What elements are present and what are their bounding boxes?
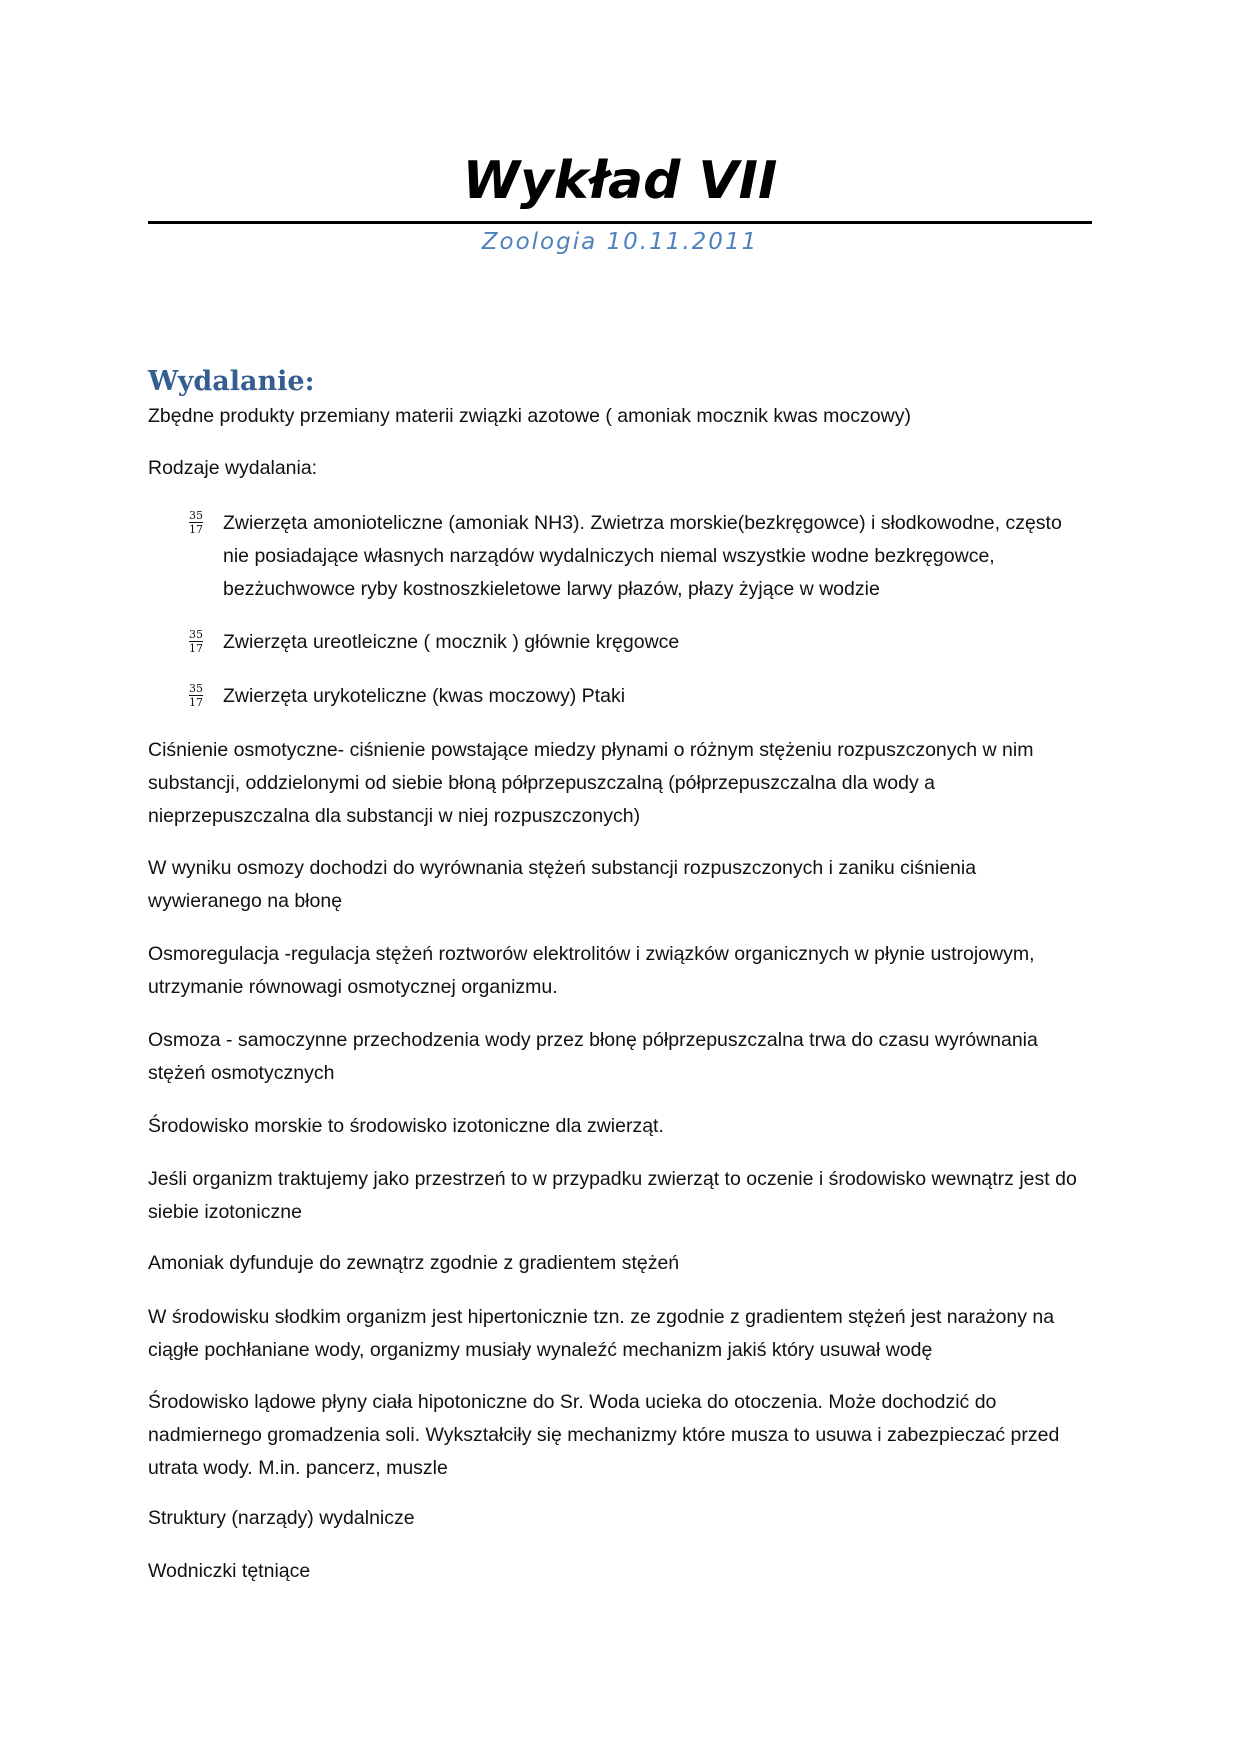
paragraph-organism-space: Jeśli organizm traktujemy jako przestrzeń to w przypadku zwierząt to oczenie i środowisko wewnątrz jest do siebie izotoniczne bbox=[148, 1168, 1077, 1223]
intro-paragraph: Zbędne produkty przemiany materii związki azotowe ( amoniak mocznik kwas moczowy) bbox=[148, 405, 911, 427]
paragraph-marine-environment: Środowisko morskie to środowisko izotoniczne dla zwierząt. bbox=[148, 1115, 664, 1137]
paragraph-osmotic-pressure: Ciśnienie osmotyczne- ciśnienie powstające miedzy płynami o różnym stężeniu rozpuszczonych w nim substancji, oddzielonymi od siebie błoną półprzepuszczalną (półprzepuszczalna dla wody a nieprzepuszczalna dla substancji w niej rozpuszczonych) bbox=[148, 739, 1034, 827]
paragraph-osmoregulation: Osmoregulacja -regulacja stężeń roztworów elektrolitów i związków organicznych w płynie ustrojowym, utrzymanie równowagi osmotycznej organizmu. bbox=[148, 943, 1035, 998]
paragraph-land-environment: Środowisko lądowe płyny ciała hipotoniczne do Sr. Woda ucieka do otoczenia. Może dochodzić do nadmiernego gromadzenia soli. Wykształciły się mechanizmy które musza to usuwa i zabezpieczać przed utrata wody. M.in. pancerz, muszle bbox=[148, 1391, 1060, 1479]
title-underline bbox=[148, 221, 1092, 224]
paragraph-ammonia: Amoniak dyfunduje do zewnątrz zgodnie z gradientem stężeń bbox=[148, 1252, 680, 1274]
list-item-text: Zwierzęta amonioteliczne (amoniak NH3). Zwietrza morskie(bezkręgowce) i słodkowodne, często nie posiadające własnych narządów wydalniczych niemal wszystkie wodne bezkręgowce, bezżuchwowce ryby kostnoszkieletowe larwy płazów, płazy żyjące w wodzie bbox=[223, 512, 1062, 600]
section-heading bbox=[148, 362, 315, 402]
list-item-text: Zwierzęta ureotleiczne ( mocznik ) głównie kręgowce bbox=[223, 631, 680, 653]
list-marker-icon: 35 17 bbox=[189, 628, 203, 655]
list-item-text: Zwierzęta urykoteliczne (kwas moczowy) Ptaki bbox=[223, 685, 626, 707]
section-heading-colon: : bbox=[304, 366, 315, 397]
paragraph-freshwater: W środowisku słodkim organizm jest hipertonicznie tzn. ze zgodnie z gradientem stężeń jest narażony na ciągłe pochłaniane wody, organizmy musiały wynaleźć mechanizm jakiś który usuwał wodę bbox=[148, 1306, 1055, 1361]
types-label: Rodzaje wydalania: bbox=[148, 457, 318, 479]
document-title: Wykład VII bbox=[462, 151, 778, 211]
paragraph-excretory-structures: Struktury (narządy) wydalnicze bbox=[148, 1507, 415, 1529]
paragraph-osmosis-result: W wyniku osmozy dochodzi do wyrównania stężeń substancji rozpuszczonych i zaniku ciśnienia wywieranego na błonę bbox=[148, 857, 977, 912]
list-marker-icon: 35 17 bbox=[189, 509, 203, 536]
list-marker-icon: 35 17 bbox=[189, 682, 203, 709]
paragraph-osmosis: Osmoza - samoczynne przechodzenia wody przez błonę półprzepuszczalna trwa do czasu wyrównania stężeń osmotycznych bbox=[148, 1029, 1038, 1084]
section-heading-text: Wydalanie bbox=[148, 366, 305, 397]
paragraph-contractile-vacuoles: Wodniczki tętniące bbox=[148, 1560, 311, 1582]
document-subtitle: Zoologia 10.11.2011 bbox=[481, 229, 759, 255]
